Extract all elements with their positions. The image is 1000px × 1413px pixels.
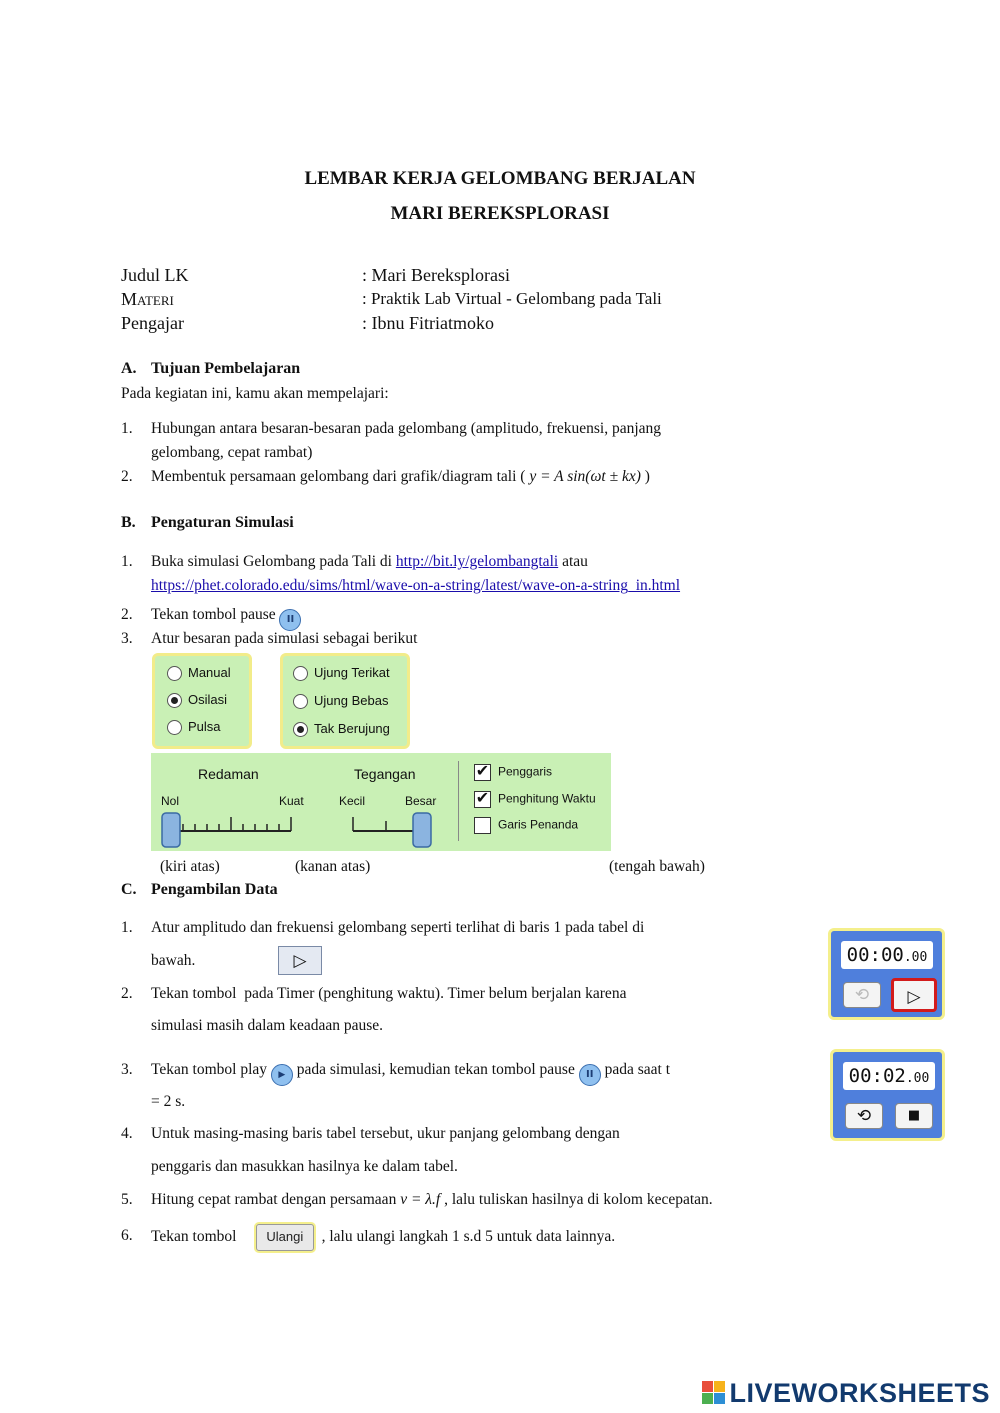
radio-osilasi[interactable]	[167, 692, 227, 708]
play-icon: ▶	[271, 1064, 293, 1086]
meta-value-materi: : Praktik Lab Virtual - Gelombang pada Tali	[362, 289, 662, 308]
list-item-cont	[151, 574, 680, 598]
redaman-thumb	[162, 813, 180, 847]
velocity-equation: v = λ.f	[400, 1191, 441, 1208]
radio-ujung-bebas[interactable]	[293, 693, 388, 709]
list-item-end: )	[640, 468, 650, 485]
timer-display	[843, 1062, 935, 1090]
checkbox-empty-icon	[474, 817, 491, 834]
short-link[interactable]: http://bit.ly/gelombangtali	[395, 553, 559, 570]
phet-link[interactable]: https://phet.colorado.edu/sims/html/wave-on-a-string/latest/wave-on-a-string_in.html	[151, 577, 681, 594]
timer-display	[841, 941, 933, 969]
radio-tak-berujung[interactable]	[293, 721, 390, 737]
timer-play-button[interactable]: ▷	[891, 978, 937, 1012]
tegangan-label: Tegangan	[354, 766, 416, 782]
list-item-text: Hitung cepat rambat dengan persamaan	[151, 1191, 401, 1208]
list-item	[151, 1224, 615, 1251]
wave-equation: y = A sin(ωt ± kx)	[529, 468, 641, 485]
tegangan-slider[interactable]	[347, 811, 437, 849]
check-icon: ✔	[475, 790, 490, 807]
redaman-slider[interactable]	[159, 811, 299, 849]
list-item	[151, 550, 588, 574]
list-item-text: pada saat t	[604, 1061, 671, 1078]
list-item-cont: = 2 s.	[151, 1093, 186, 1110]
radio-icon	[167, 720, 182, 735]
list-item-cont: penggaris dan masukkan hasilnya ke dalam tabel.	[151, 1158, 458, 1175]
list-item-text: Buka simulasi Gelombang pada Tali di	[151, 553, 396, 570]
timer-reset-icon[interactable]: ⟲	[843, 982, 881, 1008]
list-item-after: atau	[558, 553, 588, 570]
radio-label: Ujung Bebas	[314, 693, 389, 708]
radio-label: Manual	[188, 665, 231, 680]
list-number: 3.	[121, 1061, 133, 1078]
checkbox-label: Penggaris	[498, 764, 553, 779]
section-b-heading: Pengaturan Simulasi	[151, 514, 294, 531]
liveworksheets-logo	[702, 1378, 990, 1409]
mode-panel	[152, 653, 252, 749]
checkbox-label: Penghitung Waktu	[498, 791, 596, 806]
radio-ujung-terikat[interactable]	[293, 665, 390, 681]
list-number: 5.	[121, 1191, 133, 1208]
list-item-cont: bawah.	[151, 952, 196, 969]
radio-label: Tak Berujung	[314, 721, 390, 736]
section-c-heading: Pengambilan Data	[151, 881, 278, 898]
controls-panel	[151, 753, 611, 851]
radio-icon	[167, 666, 182, 681]
list-item	[151, 465, 650, 489]
list-item: Untuk masing-masing baris tabel tersebut, ukur panjang gelombang dengan	[151, 1125, 620, 1142]
list-item	[151, 1188, 713, 1212]
redaman-min-label: Nol	[161, 794, 180, 808]
divider	[458, 761, 459, 841]
list-number: 2.	[121, 468, 133, 485]
tegangan-thumb	[413, 813, 431, 847]
section-a-letter: A.	[121, 360, 137, 377]
liveworksheets-logo-icon	[702, 1381, 726, 1405]
radio-icon	[293, 694, 308, 709]
list-number: 3.	[121, 630, 133, 647]
list-item-text: , lalu tuliskan hasilnya di kolom kecepatan.	[440, 1191, 713, 1208]
list-number: 2.	[121, 606, 133, 623]
list-number: 6.	[121, 1227, 133, 1244]
timer-display-fraction: .00	[903, 950, 928, 965]
timer-display-main: 00:00	[846, 944, 904, 966]
meta-label-pengajar: Pengajar	[121, 313, 184, 333]
pause-icon: II	[279, 609, 301, 631]
radio-selected-icon	[293, 722, 308, 737]
timer-stop-button[interactable]: ■	[895, 1103, 933, 1129]
checkbox-label: Garis Penanda	[498, 817, 579, 832]
timer-display-main: 00:02	[848, 1065, 906, 1087]
tegangan-max-label: Besar	[405, 794, 437, 808]
end-type-panel	[280, 653, 410, 749]
radio-manual[interactable]	[167, 665, 231, 681]
check-icon: ✔	[475, 763, 490, 780]
list-item-text: Membentuk persamaan gelombang dari grafik/diagram tali (	[151, 468, 530, 485]
list-item-text: Tekan tombol pause	[151, 606, 276, 623]
timer-play-button-inline: ▷	[278, 946, 322, 975]
radio-label: Pulsa	[188, 719, 221, 734]
worksheet-title: LEMBAR KERJA GELOMBANG BERJALAN	[304, 168, 696, 189]
worksheet-subtitle: MARI BEREKSPLORASI	[390, 203, 610, 224]
meta-value-pengajar: : Ibnu Fitriatmoko	[362, 313, 494, 333]
timer-display-fraction: .00	[905, 1071, 930, 1086]
tegangan-min-label: Kecil	[339, 794, 366, 808]
radio-icon	[293, 666, 308, 681]
meta-label-materi: Materi	[121, 289, 174, 309]
radio-selected-icon	[167, 693, 182, 708]
meta-label-judul: Judul LK	[121, 265, 189, 285]
list-item: Tekan tombol pada Timer (penghitung waktu). Timer belum berjalan karena	[151, 985, 627, 1002]
list-item: Atur besaran pada simulasi sebagai berikut	[151, 630, 418, 647]
checkbox-garis-penanda[interactable]	[474, 817, 578, 834]
redaman-label: Redaman	[198, 766, 259, 782]
list-number: 1.	[121, 420, 133, 437]
timer-widget-running	[830, 1049, 945, 1141]
radio-pulsa[interactable]	[167, 719, 221, 735]
checkbox-penggaris[interactable]	[474, 764, 552, 781]
list-number: 1.	[121, 919, 133, 936]
list-item-text: Tekan tombol	[151, 1228, 237, 1245]
radio-label: Osilasi	[188, 692, 228, 707]
list-item-cont: gelombang, cepat rambat)	[151, 444, 313, 461]
section-b-letter: B.	[121, 514, 136, 531]
radio-label: Ujung Terikat	[314, 665, 390, 680]
pause-icon: II	[579, 1064, 601, 1086]
section-c-letter: C.	[121, 881, 137, 898]
list-item-text: Tekan tombol play	[151, 1061, 268, 1078]
list-item: Hubungan antara besaran-besaran pada gelombang (amplitudo, frekuensi, panjang	[151, 420, 662, 437]
liveworksheets-text: LIVEWORKSHEETS	[729, 1378, 990, 1408]
timer-reset-icon[interactable]: ⟲	[845, 1103, 883, 1129]
section-a-heading: Tujuan Pembelajaran	[151, 360, 301, 377]
list-number: 2.	[121, 985, 133, 1002]
timer-widget-initial	[828, 928, 945, 1020]
list-item: Atur amplitudo dan frekuensi gelombang seperti terlihat di baris 1 pada tabel di	[151, 919, 645, 936]
list-item-cont: simulasi masih dalam keadaan pause.	[151, 1017, 384, 1034]
caption-bottom: (tengah bawah)	[609, 858, 705, 875]
list-number: 4.	[121, 1125, 133, 1142]
meta-value-judul: : Mari Bereksplorasi	[362, 265, 510, 285]
redaman-max-label: Kuat	[279, 794, 304, 808]
checkbox-penghitung-waktu[interactable]	[474, 791, 596, 808]
list-item	[151, 1058, 670, 1086]
ulangi-button[interactable]: Ulangi	[256, 1224, 314, 1251]
caption-left: (kiri atas)	[160, 858, 220, 875]
list-number: 1.	[121, 553, 133, 570]
list-item-text: , lalu ulangi langkah 1 s.d 5 untuk data lainnya.	[321, 1228, 616, 1245]
caption-right: (kanan atas)	[295, 858, 371, 875]
list-item-text: pada simulasi, kemudian tekan tombol pause	[296, 1061, 575, 1078]
section-a-intro: Pada kegiatan ini, kamu akan mempelajari:	[121, 385, 389, 402]
